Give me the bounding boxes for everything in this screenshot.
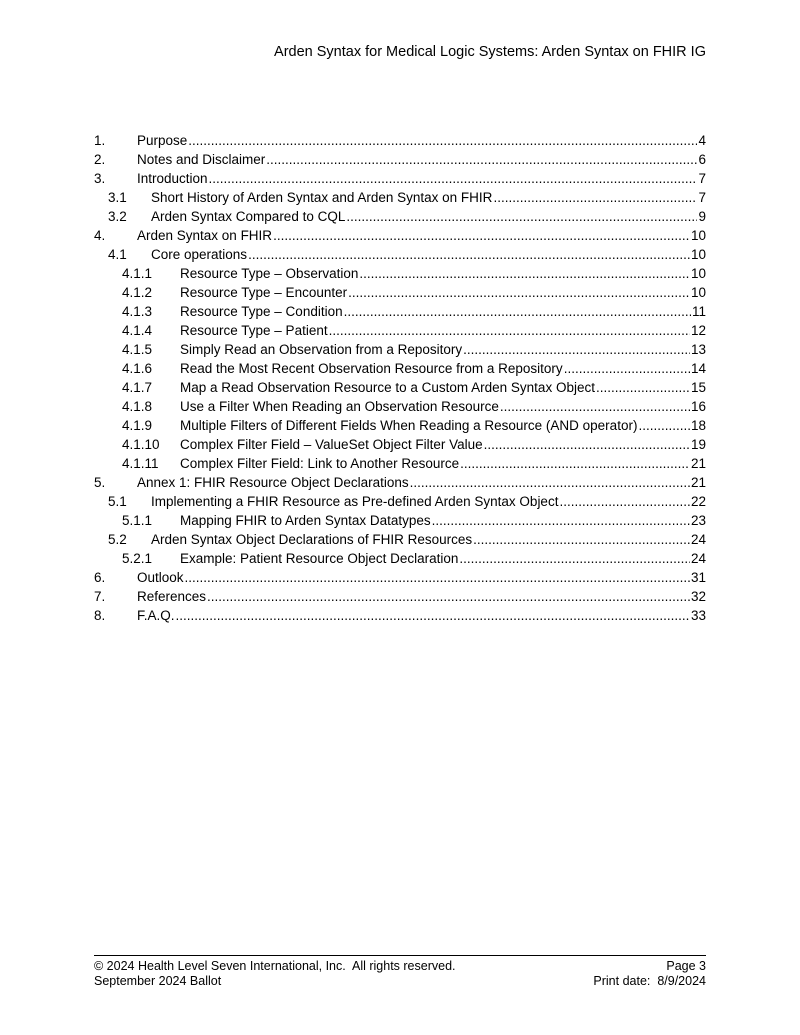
toc-entry-page: 10 xyxy=(690,247,706,262)
toc-entry-number: 6. xyxy=(94,570,106,585)
toc-entry-page: 7 xyxy=(698,171,706,186)
toc-dot-leader xyxy=(638,416,690,435)
toc-entry-number: 3.1 xyxy=(108,190,127,205)
toc-entry-page: 15 xyxy=(690,380,706,395)
footer-row-2 xyxy=(94,974,706,989)
toc-entry-page: 14 xyxy=(690,361,706,376)
toc-entry[interactable] xyxy=(94,302,706,321)
toc-dot-leader xyxy=(410,473,690,492)
toc-dot-leader xyxy=(346,207,697,226)
toc-entry-page: 11 xyxy=(691,304,706,319)
toc-entry[interactable] xyxy=(94,207,706,226)
toc-entry[interactable] xyxy=(94,264,706,283)
toc-dot-leader xyxy=(564,359,690,378)
toc-entry-page: 22 xyxy=(690,494,706,509)
toc-entry-title: Notes and Disclaimer xyxy=(137,152,266,167)
toc-dot-leader xyxy=(559,492,690,511)
toc-entry-number: 5. xyxy=(94,475,106,490)
toc-entry-page: 9 xyxy=(698,209,706,224)
toc-dot-leader xyxy=(248,245,690,264)
toc-entry-page: 32 xyxy=(690,589,706,604)
toc-entry-page: 31 xyxy=(690,570,706,585)
toc-entry[interactable] xyxy=(94,473,706,492)
page-header xyxy=(274,44,706,60)
toc-entry-number: 5.2.1 xyxy=(122,551,153,566)
toc-entry-title: Complex Filter Field – ValueSet Object Filter Value xyxy=(180,437,483,452)
toc-entry-number: 4.1.5 xyxy=(122,342,153,357)
toc-entry-number: 4.1 xyxy=(108,247,127,262)
toc-entry-page: 10 xyxy=(690,285,706,300)
toc-entry-number: 7. xyxy=(94,589,106,604)
toc-entry[interactable] xyxy=(94,435,706,454)
toc-entry[interactable] xyxy=(94,169,706,188)
toc-entry-number: 1. xyxy=(94,133,106,148)
toc-entry-number: 4.1.6 xyxy=(122,361,153,376)
toc-entry-number: 8. xyxy=(94,608,106,623)
toc-entry-title: Use a Filter When Reading an Observation Resource xyxy=(180,399,499,414)
toc-dot-leader xyxy=(209,169,698,188)
toc-entry-page: 12 xyxy=(690,323,706,338)
toc-entry[interactable] xyxy=(94,587,706,606)
toc-entry-number: 5.1.1 xyxy=(122,513,153,528)
toc-entry-page: 10 xyxy=(690,266,706,281)
toc-entry-title: Resource Type – Observation xyxy=(180,266,359,281)
footer-row-1 xyxy=(94,959,706,974)
toc-entry-page: 21 xyxy=(690,456,706,471)
toc-entry[interactable] xyxy=(94,150,706,169)
toc-entry[interactable] xyxy=(94,245,706,264)
toc-dot-leader xyxy=(596,378,690,397)
toc-entry-title: Arden Syntax Object Declarations of FHIR Resources xyxy=(151,532,473,547)
toc-dot-leader xyxy=(432,511,690,530)
toc-entry[interactable] xyxy=(94,454,706,473)
toc-dot-leader xyxy=(500,397,690,416)
toc-dot-leader xyxy=(359,264,690,283)
toc-entry-title: Short History of Arden Syntax and Arden Syntax on FHIR xyxy=(151,190,493,205)
ballot-label: September 2024 Ballot xyxy=(94,974,222,988)
toc-entry-title: Multiple Filters of Different Fields When Reading a Resource (AND operator) xyxy=(180,418,638,433)
toc-entry-page: 24 xyxy=(690,551,706,566)
toc-dot-leader xyxy=(188,131,697,150)
toc-entry-title: Introduction xyxy=(137,171,208,186)
toc-entry[interactable] xyxy=(94,492,706,511)
toc-entry-number: 4. xyxy=(94,228,106,243)
toc-entry[interactable] xyxy=(94,188,706,207)
toc-entry-page: 18 xyxy=(690,418,706,433)
toc-entry[interactable] xyxy=(94,131,706,150)
toc-entry-number: 4.1.1 xyxy=(122,266,153,281)
toc-entry[interactable] xyxy=(94,416,706,435)
toc-entry-title: Example: Patient Resource Object Declaration xyxy=(180,551,459,566)
toc-entry[interactable] xyxy=(94,568,706,587)
toc-entry[interactable] xyxy=(94,226,706,245)
print-date: Print date: 8/9/2024 xyxy=(593,974,706,988)
toc-entry-page: 7 xyxy=(698,190,706,205)
toc-entry[interactable] xyxy=(94,511,706,530)
toc-dot-leader xyxy=(473,530,690,549)
toc-entry-title: Simply Read an Observation from a Repository xyxy=(180,342,463,357)
toc-entry-number: 3. xyxy=(94,171,106,186)
toc-dot-leader xyxy=(460,454,690,473)
toc-dot-leader xyxy=(207,587,690,606)
toc-entry-title: Resource Type – Condition xyxy=(180,304,343,319)
toc-entry-title: F.A.Q. xyxy=(137,608,175,623)
toc-entry-number: 4.1.2 xyxy=(122,285,153,300)
toc-dot-leader xyxy=(176,606,690,625)
toc-entry-number: 2. xyxy=(94,152,106,167)
toc-entry[interactable] xyxy=(94,321,706,340)
toc-entry-page: 23 xyxy=(690,513,706,528)
toc-entry-number: 4.1.11 xyxy=(122,456,159,471)
toc-entry-title: Resource Type – Patient xyxy=(180,323,328,338)
toc-entry[interactable] xyxy=(94,283,706,302)
toc-dot-leader xyxy=(459,549,690,568)
toc-entry[interactable] xyxy=(94,397,706,416)
toc-entry-page: 19 xyxy=(690,437,706,452)
toc-entry-title: References xyxy=(137,589,207,604)
toc-entry-title: Map a Read Observation Resource to a Custom Arden Syntax Object xyxy=(180,380,595,395)
toc-entry[interactable] xyxy=(94,549,706,568)
toc-dot-leader xyxy=(484,435,690,454)
toc-entry-title: Read the Most Recent Observation Resource from a Repository xyxy=(180,361,563,376)
toc-entry-page: 13 xyxy=(690,342,706,357)
toc-entry-number: 4.1.9 xyxy=(122,418,153,433)
toc-entry-title: Arden Syntax on FHIR xyxy=(137,228,273,243)
toc-entry-number: 4.1.3 xyxy=(122,304,153,319)
toc-entry[interactable] xyxy=(94,359,706,378)
toc-entry-number: 5.1 xyxy=(108,494,127,509)
toc-entry[interactable] xyxy=(94,606,706,625)
toc-entry-page: 21 xyxy=(690,475,706,490)
toc-dot-leader xyxy=(273,226,690,245)
copyright-notice: © 2024 Health Level Seven International, Inc. All rights reserved. xyxy=(94,959,456,973)
toc-entry[interactable] xyxy=(94,340,706,359)
toc-entry[interactable] xyxy=(94,378,706,397)
toc-entry-number: 4.1.10 xyxy=(122,437,160,452)
page-footer xyxy=(94,955,706,989)
toc-entry-title: Arden Syntax Compared to CQL xyxy=(151,209,346,224)
toc-dot-leader xyxy=(329,321,690,340)
toc-dot-leader xyxy=(348,283,690,302)
toc-entry-number: 4.1.8 xyxy=(122,399,153,414)
toc-entry-number: 4.1.4 xyxy=(122,323,153,338)
toc-entry-title: Outlook xyxy=(137,570,184,585)
toc-entry-title: Mapping FHIR to Arden Syntax Datatypes xyxy=(180,513,431,528)
document-title: Arden Syntax for Medical Logic Systems: Arden Syntax on FHIR IG xyxy=(274,44,706,60)
toc-dot-leader xyxy=(463,340,690,359)
toc-entry-page: 10 xyxy=(690,228,706,243)
toc-entry-number: 4.1.7 xyxy=(122,380,153,395)
toc-entry-page: 4 xyxy=(698,133,706,148)
toc-entry-title: Implementing a FHIR Resource as Pre-defined Arden Syntax Object xyxy=(151,494,559,509)
toc-dot-leader xyxy=(344,302,691,321)
toc-entry-title: Purpose xyxy=(137,133,188,148)
table-of-contents xyxy=(94,131,706,625)
toc-entry-page: 33 xyxy=(690,608,706,623)
toc-dot-leader xyxy=(266,150,697,169)
page-number: Page 3 xyxy=(666,959,706,973)
toc-entry-title: Resource Type – Encounter xyxy=(180,285,348,300)
toc-entry-title: Core operations xyxy=(151,247,248,262)
toc-entry-title: Annex 1: FHIR Resource Object Declarations xyxy=(137,475,409,490)
toc-entry-number: 3.2 xyxy=(108,209,127,224)
toc-entry-page: 16 xyxy=(690,399,706,414)
toc-entry-title: Complex Filter Field: Link to Another Resource xyxy=(180,456,460,471)
toc-dot-leader xyxy=(185,568,690,587)
toc-entry-page: 6 xyxy=(698,152,706,167)
toc-dot-leader xyxy=(493,188,697,207)
toc-entry[interactable] xyxy=(94,530,706,549)
toc-entry-page: 24 xyxy=(690,532,706,547)
toc-entry-number: 5.2 xyxy=(108,532,127,547)
